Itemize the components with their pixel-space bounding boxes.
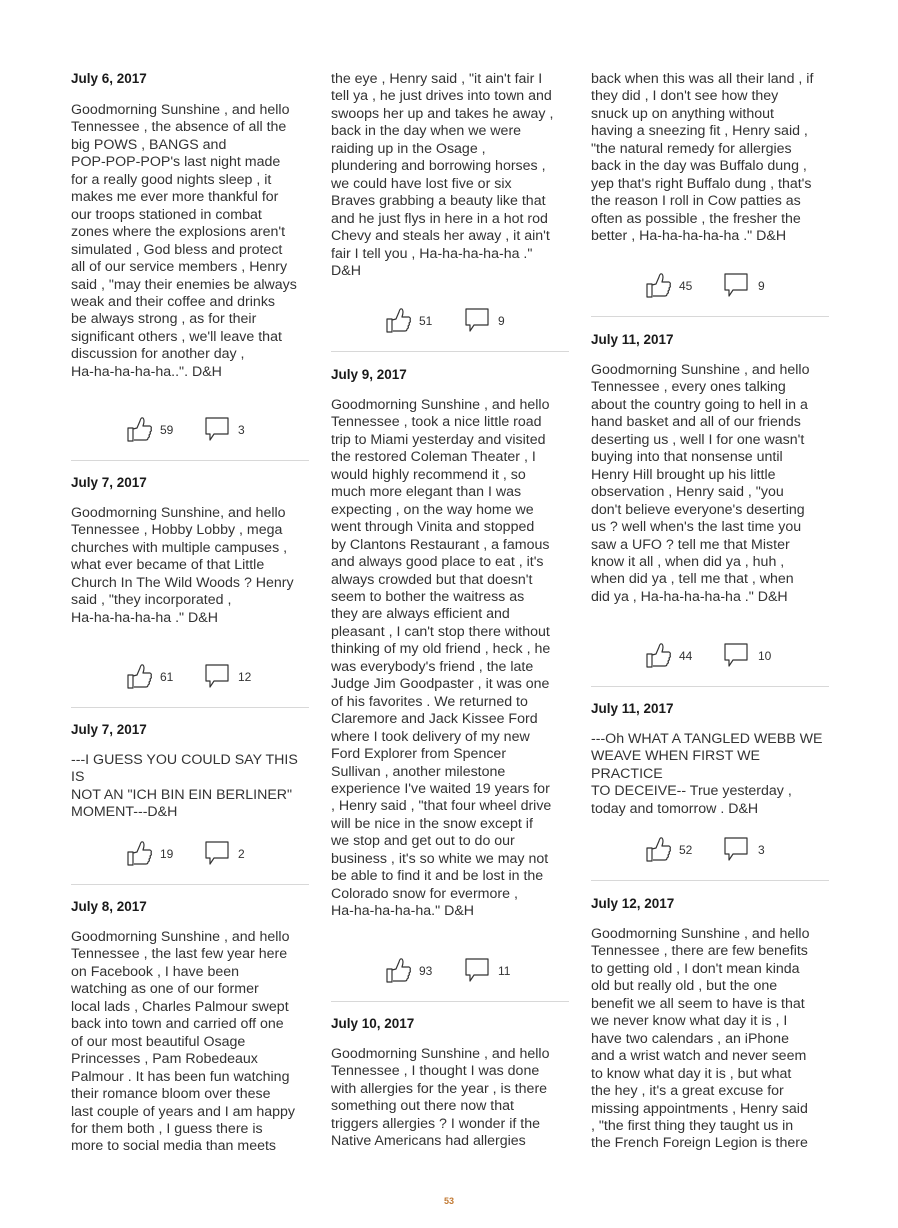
post-text: Goodmorning Sunshine , and hello Tennessee , the absence of all the big POWS , BANGS and POP-POP-POP's last night made for a really good nights sleep , it makes me ever more thankful for our troops stationed in combat zones where the explosions aren't simulated , God bless and protect all of our service members , Henry said , "may their enemies be always weak and their coffee and drinks be always strong , as for their significant others , we'll leave that discussion for another day , Ha-ha-ha-ha-ha..". D&H [71,102,297,380]
post-date: July 12, 2017 [591,896,675,911]
divider [591,316,829,317]
post-text: ---I GUESS YOU COULD SAY THIS IS NOT AN "ICH BIN EIN BERLINER" MOMENT---D&H [71,752,298,821]
thumbs-up-icon[interactable] [645,835,671,863]
post-date: July 7, 2017 [71,722,147,737]
comment-count: 12 [238,670,252,684]
like-count: 93 [419,964,433,978]
post-date: July 8, 2017 [71,899,147,914]
post-stats [71,839,309,869]
post-text: Goodmorning Sunshine , and hello Tennessee , took a nice little road trip to Miami yesterday and visited the restored Coleman Theater , I would highly recommend it , so much more elegant than I was expecting , on the way home we went through Vinita and stopped by Clantons Restaurant , a famous and always good place to eat , it's always crowded but that doesn't seem to bother the waitress as they are always efficient and pleasant , I can't stop there without thinking of my old friend , heck , he was everybody's friend , the late Judge Jim Goodpaster , it was one of his favorites . We returned to Claremore and Jack Kissee Ford where I took delivery of my new Ford Explorer from Spencer Sullivan , another milestone experience I've waited 19 years for , Henry said , "that four wheel drive will be nice in the snow except if we stop and get out to do our business , it's so white we may not be able to find it and be lost in the Colorado snow for evermore , Ha-ha-ha-ha-ha." D&H [331,397,552,920]
like-count: 19 [160,847,174,861]
comment-count: 9 [758,279,765,293]
post-date: July 7, 2017 [71,475,147,490]
thumbs-up-icon[interactable] [126,839,152,867]
thumbs-up-icon[interactable] [385,306,411,334]
post-stats [591,641,829,671]
post-stats [71,415,309,445]
divider [71,707,309,708]
like-count: 52 [679,843,693,857]
like-count: 44 [679,649,693,663]
post-text: ---Oh WHAT A TANGLED WEBB WE WEAVE WHEN FIRST WE PRACTICE TO DECEIVE-- True yesterday , today and tomorrow . D&H [591,731,823,817]
like-count: 51 [419,314,433,328]
thumbs-up-icon[interactable] [645,271,671,299]
post-stats [71,662,309,692]
comment-count: 11 [498,964,511,978]
thumbs-up-icon[interactable] [385,956,411,984]
post-stats [591,271,829,301]
comment-count: 9 [498,314,505,328]
comment-icon[interactable] [204,416,230,442]
divider [331,1001,569,1002]
post-stats [331,306,569,336]
comment-count: 2 [238,847,245,861]
like-count: 59 [160,423,174,437]
divider [591,880,829,881]
comment-icon[interactable] [723,642,749,668]
divider [71,884,309,885]
post-stats [591,835,829,865]
post-text: back when this was all their land , if they did , I don't see how they snuck up on anything without having a sneezing fit , Henry said , "the natural remedy for allergies back in the day was Buffalo dung , yep that's right Buffalo dung , that's the reason I roll in Cow patties as often as possible , the fresher the better , Ha-ha-ha-ha-ha ." D&H [591,71,814,245]
divider [71,460,309,461]
comment-icon[interactable] [464,307,490,333]
comment-icon[interactable] [723,272,749,298]
post-text: Goodmorning Sunshine, and hello Tennessee , Hobby Lobby , mega churches with multiple campuses , what ever became of that Little Church In The Wild Woods ? Henry said , "they incorporated , Ha-ha-ha-ha-ha ." D&H [71,505,294,626]
comment-icon[interactable] [204,663,230,689]
divider [331,351,569,352]
divider [591,686,829,687]
post-text: the eye , Henry said , "it ain't fair I tell ya , he just drives into town and swoops her up and takes he away , back in the day when we were raiding up in the Osage , plundering and borrowing horses , we could have lost five or six Braves grabbing a beauty like that and he just flys in here in a hot rod Chevy and steals her away , it ain't fair I tell you , Ha-ha-ha-ha-ha ." D&H [331,71,554,279]
post-date: July 9, 2017 [331,367,407,382]
like-count: 61 [160,670,174,684]
comment-icon[interactable] [723,836,749,862]
post-text: Goodmorning Sunshine , and hello Tennessee , the last few year here on Facebook , I have been watching as one of our former local lads , Charles Palmour swept back into town and carried off one of our most beautiful Osage Princesses , Pam Robedeaux Palmour . It has been fun watching their romance bloom over these last couple of years and I am happy for them both , I guess there is more to social media than meets [71,929,295,1155]
comment-icon[interactable] [204,840,230,866]
thumbs-up-icon[interactable] [645,641,671,669]
post-text: Goodmorning Sunshine , and hello Tennessee , I thought I was done with allergies for the year , is there something out there now that triggers allergies ? I wonder if the Native Americans had allergies [331,1046,550,1150]
post-text: Goodmorning Sunshine , and hello Tennessee , there are few benefits to getting old , I don't mean kinda old but really old , but the one benefit we all seem to have is that we never know what day it is , I have two calendars , an iPhone and a wrist watch and never seem to know what day it is , but what the hey , it's a great excuse for missing appointments , Henry said , "the first thing they taught us in the French Foreign Legion is there [591,926,810,1152]
comment-count: 10 [758,649,772,663]
post-date: July 10, 2017 [331,1016,415,1031]
page-number: 53 [443,1196,454,1206]
post-date: July 6, 2017 [71,71,147,86]
comment-icon[interactable] [464,957,490,983]
comment-count: 3 [758,843,765,857]
post-date: July 11, 2017 [591,332,674,347]
thumbs-up-icon[interactable] [126,415,152,443]
post-text: Goodmorning Sunshine , and hello Tennessee , every ones talking about the country going to hell in a hand basket and all of our friends deserting us , well I for one wasn't buying into that nonsense until Henry Hill brought up his little observation , Henry said , "you don't believe everyone's deserting us ? well when's the last time you saw a UFO ? tell me that Mister know it all , when did ya , huh , when did ya , tell me that , when did ya , Ha-ha-ha-ha-ha ." D&H [591,362,810,605]
comment-count: 3 [238,423,245,437]
thumbs-up-icon[interactable] [126,662,152,690]
post-date: July 11, 2017 [591,701,674,716]
like-count: 45 [679,279,693,293]
post-stats [331,956,569,986]
